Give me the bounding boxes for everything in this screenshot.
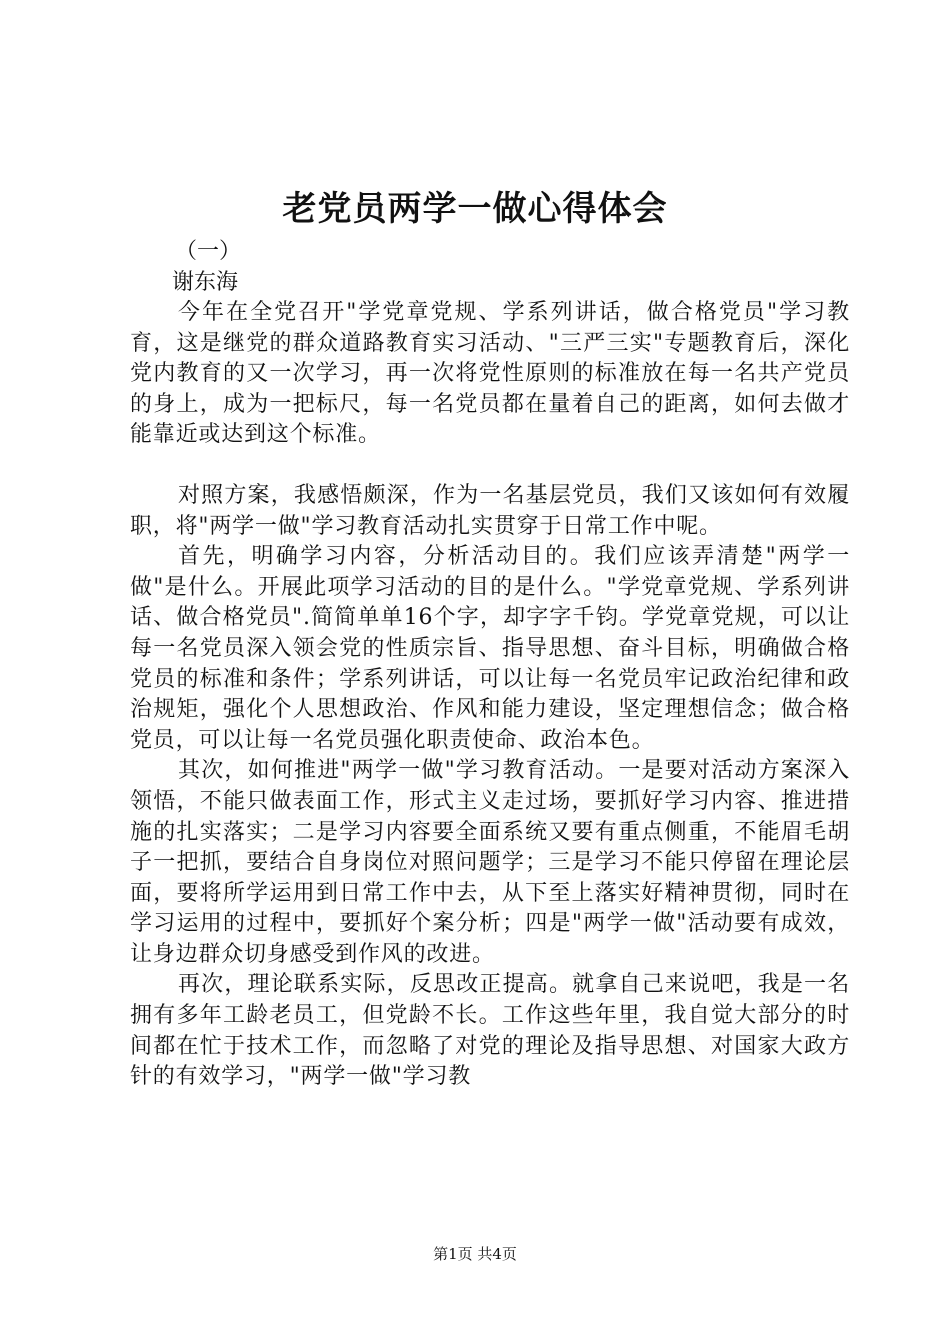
paragraph: 再次，理论联系实际，反思改正提高。就拿自己来说吧，我是一名拥有多年工龄老员工，但党龄不长。工作这些年里，我自觉大部分的时间都在忙于技术工作，而忽略了对党的理论及指导思想、对国家大政方针的有效学习，"两学一做"学习教 [130,972,850,1090]
page-number-footer: 第1页 共4页 [433,1245,517,1263]
author-name: 谢东海 [172,270,239,295]
section-marker: （一） [175,239,242,264]
paragraph: 其次，如何推进"两学一做"学习教育活动。一是要对活动方案深入领悟，不能只做表面工作，形式主义走过场，要抓好学习内容、推进措施的扎实落实；二是学习内容要全面系统又要有重点侧重，不能眉毛胡子一把抓，要结合自身岗位对照问题学；三是学习不能只停留在理论层面，要将所学运用到日常工作中去，从下至上落实好精神贯彻，同时在学习运用的过程中，要抓好个案分析；四是"两学一做"活动要有成效，让身边群众切身感受到作风的改进。 [130,758,850,967]
paragraph: 首先，明确学习内容，分析活动目的。我们应该弄清楚"两学一做"是什么。开展此项学习活动的目的是什么。"学党章党规、学系列讲话、做合格党员".简简单单16个字，却字字千钧。学党章党规，可以让每一名党员深入领会党的性质宗旨、指导思想、奋斗目标，明确做合格党员的标准和条件；学系列讲话，可以让每一名党员牢记政治纪律和政治规矩，强化个人思想政治、作风和能力建设，坚定理想信念；做合格党员，可以让每一名党员强化职责使命、政治本色。 [130,544,850,753]
paragraph: 今年在全党召开"学党章党规、学系列讲话，做合格党员"学习教育，这是继党的群众道路教育实习活动、"三严三实"专题教育后，深化党内教育的又一次学习，再一次将党性原则的标准放在每一名共产党员的身上，成为一把标尺，每一名党员都在量着自己的距离，如何去做才能靠近或达到这个标准。 [130,300,850,448]
paragraph: 对照方案，我感悟颇深，作为一名基层党员，我们又该如何有效履职，将"两学一做"学习教育活动扎实贯穿于日常工作中呢。 [130,482,850,539]
document-body [130,298,850,1093]
document-title: 老党员两学一做心得体会 [282,189,668,229]
